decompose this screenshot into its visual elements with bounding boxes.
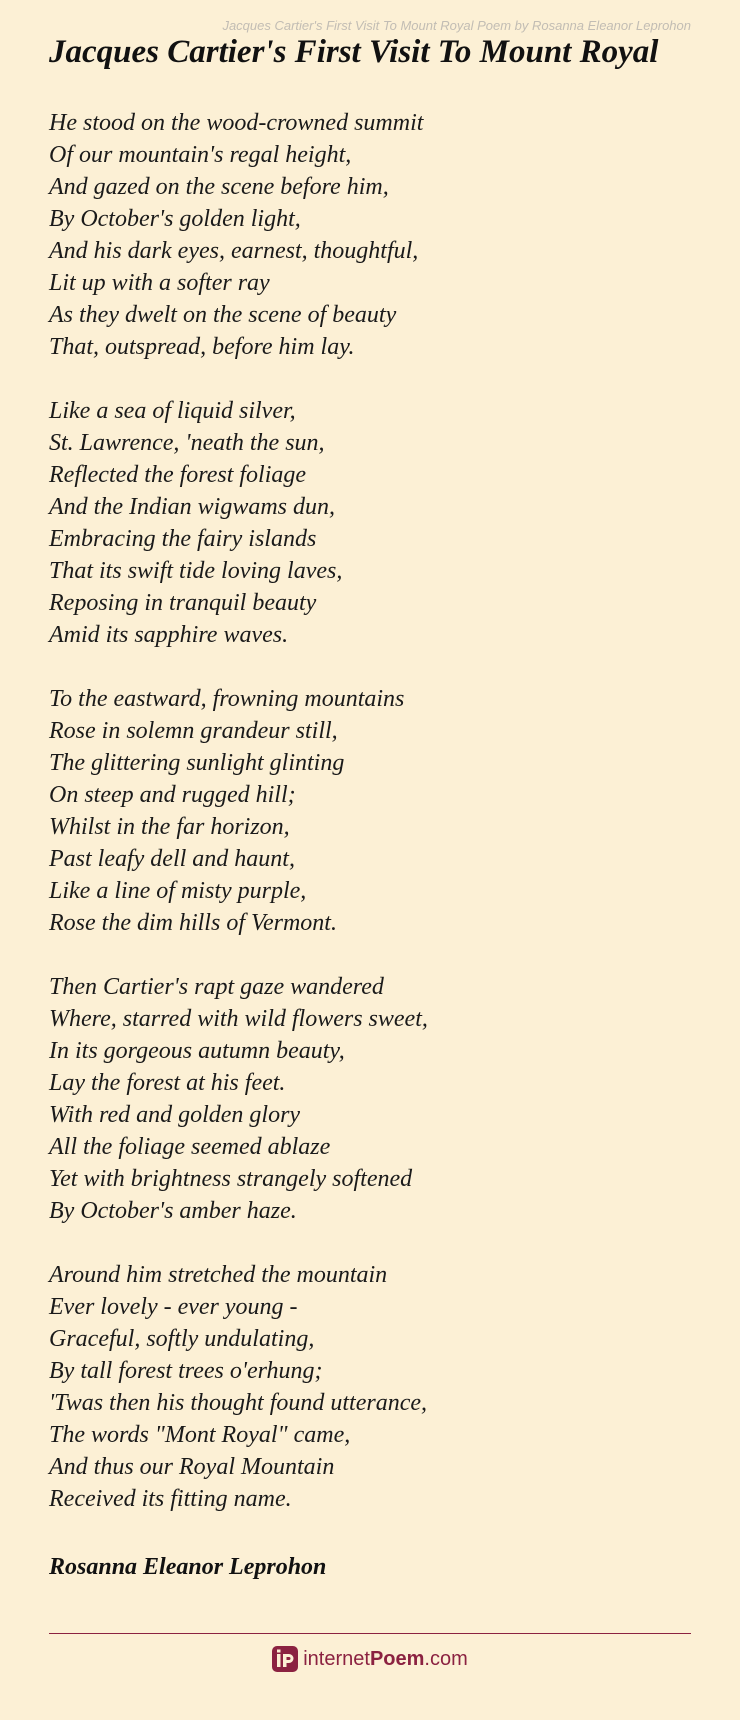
stanza-1 [49,107,699,363]
stanza-5 [49,1259,699,1515]
poem-line: And the Indian wigwams dun, [49,494,335,520]
poem-line: That its swift tide loving laves, [49,558,343,584]
poem-line: In its gorgeous autumn beauty, [49,1038,345,1064]
poem-line: And his dark eyes, earnest, thoughtful, [49,238,419,264]
poem-line: Rose in solemn grandeur still, [49,718,338,744]
ip-logo-icon [272,1646,298,1672]
poem-line: Whilst in the far horizon, [49,814,290,840]
logo-text-com: .com [424,1648,468,1670]
poem-line: That, outspread, before him lay. [49,334,355,360]
poem-line: To the eastward, frowning mountains [49,686,405,712]
poem-line: And gazed on the scene before him, [49,174,389,200]
site-logo[interactable] [0,1646,740,1672]
poem-line: Like a sea of liquid silver, [49,398,296,424]
stanza-4 [49,971,699,1227]
logo-wordmark [303,1646,468,1672]
poem-line: And thus our Royal Mountain [49,1454,335,1480]
poem-line: Past leafy dell and haunt, [49,846,295,872]
logo-text-poem: Poem [369,1648,425,1670]
poem-line: As they dwelt on the scene of beauty [49,302,397,328]
poem-author: Rosanna Eleanor Leprohon [49,1554,327,1580]
poem-title: Jacques Cartier's First Visit To Mount Royal [49,34,659,70]
logo-text-internet: internet [303,1648,370,1670]
poem-line: Yet with brightness strangely softened [49,1166,413,1192]
poem-line: He stood on the wood-crowned summit [49,110,424,136]
poem-body [49,107,699,1547]
poem-line: Ever lovely - ever young - [49,1294,298,1320]
poem-line: By October's amber haze. [49,1198,297,1224]
poem-line: Rose the dim hills of Vermont. [49,910,337,936]
poem-line: Embracing the fairy islands [49,526,317,552]
poem-line: The words "Mont Royal" came, [49,1422,351,1448]
poem-line: Lit up with a softer ray [49,270,270,296]
poem-line: Amid its sapphire waves. [49,622,289,648]
stanza-3 [49,683,699,939]
poem-line: On steep and rugged hill; [49,782,296,808]
poem-line: Of our mountain's regal height, [49,142,352,168]
poem-line: Received its fitting name. [49,1486,292,1512]
poem-line: Lay the forest at his feet. [49,1070,286,1096]
poem-line: By October's golden light, [49,206,301,232]
poem-line: Reflected the forest foliage [49,462,307,488]
poem-line: Where, starred with wild flowers sweet, [49,1006,428,1032]
poem-line: Like a line of misty purple, [49,878,307,904]
poem-line: All the foliage seemed ablaze [49,1134,331,1160]
poem-line: With red and golden glory [49,1102,301,1128]
poem-line: Graceful, softly undulating, [49,1326,315,1352]
poem-line: By tall forest trees o'erhung; [49,1358,323,1384]
poem-line: Reposing in tranquil beauty [49,590,317,616]
poem-line: The glittering sunlight glinting [49,750,345,776]
poem-line: Around him stretched the mountain [49,1262,388,1288]
header-caption: Jacques Cartier's First Visit To Mount Royal Poem by Rosanna Eleanor Leprohon [222,18,691,33]
poem-line: Then Cartier's rapt gaze wandered [49,974,384,1000]
poem-line: St. Lawrence, 'neath the sun, [49,430,325,456]
footer-divider [49,1633,691,1634]
poem-line: 'Twas then his thought found utterance, [49,1390,428,1416]
stanza-2 [49,395,699,651]
